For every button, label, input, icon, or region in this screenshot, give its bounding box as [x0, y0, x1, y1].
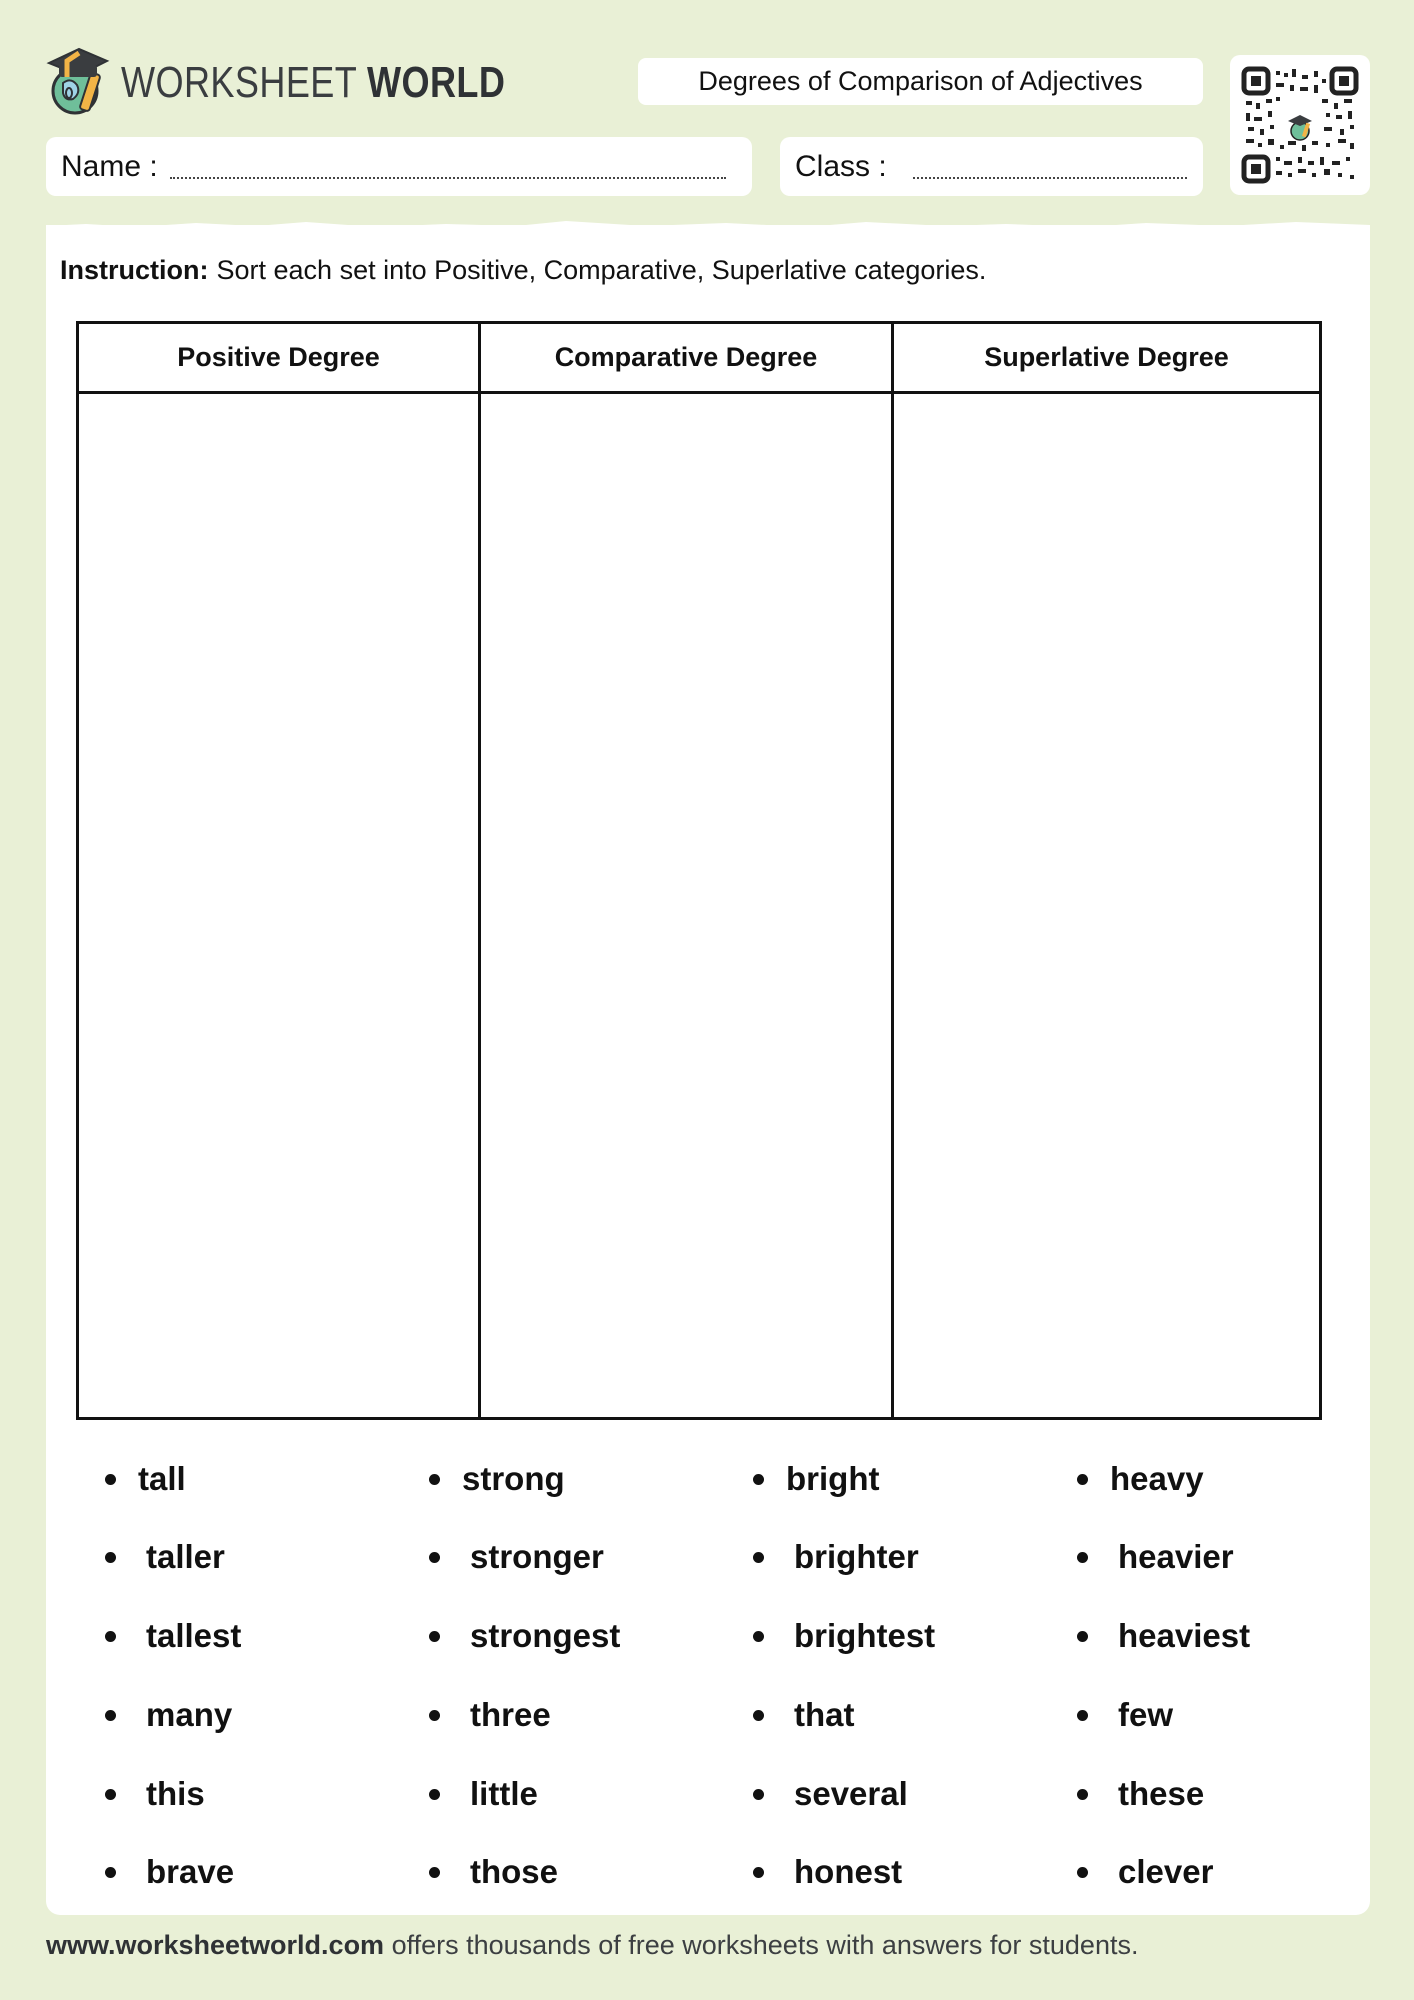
worksheet-title: Degrees of Comparison of Adjectives	[638, 58, 1203, 105]
bullet-icon	[429, 1867, 440, 1878]
bullet-icon	[1077, 1789, 1088, 1800]
bullet-icon	[105, 1552, 116, 1563]
brand-name-light: WORKSHEET	[121, 57, 357, 107]
word-item[interactable]: heavy	[1077, 1460, 1204, 1498]
bullet-icon	[1077, 1631, 1088, 1642]
word-item[interactable]: this	[105, 1775, 205, 1813]
comparative-degree-drop-area[interactable]	[481, 394, 891, 1417]
footer-text: offers thousands of free worksheets with answers for students.	[384, 1930, 1139, 1960]
bullet-icon	[753, 1867, 764, 1878]
word-item[interactable]: tall	[105, 1460, 186, 1498]
word-item[interactable]: tallest	[105, 1617, 241, 1655]
bullet-icon	[753, 1552, 764, 1563]
superlative-degree-drop-area[interactable]	[894, 394, 1319, 1417]
brand-name-bold: WORLD	[367, 57, 506, 107]
word-item[interactable]: brave	[105, 1853, 234, 1891]
name-field[interactable]	[46, 137, 752, 196]
header-comparative-degree: Comparative Degree	[554, 342, 818, 372]
torn-paper-edge	[46, 218, 1370, 232]
word-item[interactable]: that	[753, 1696, 855, 1734]
bullet-icon	[105, 1474, 116, 1485]
word-item[interactable]: taller	[105, 1538, 225, 1576]
bullet-icon	[105, 1631, 116, 1642]
bullet-icon	[429, 1474, 440, 1485]
sorting-table	[76, 321, 1322, 1420]
name-label: Name :	[61, 149, 158, 183]
word-item[interactable]: strongest	[429, 1617, 620, 1655]
brand-logo[interactable]	[45, 45, 590, 120]
word-item[interactable]: bright	[753, 1460, 879, 1498]
bullet-icon	[105, 1867, 116, 1878]
bullet-icon	[1077, 1474, 1088, 1485]
word-item[interactable]: honest	[753, 1853, 902, 1891]
word-item[interactable]: brightest	[753, 1617, 935, 1655]
name-input-line[interactable]	[170, 177, 726, 179]
word-item[interactable]: brighter	[753, 1538, 919, 1576]
footer	[46, 1930, 1138, 1961]
word-item[interactable]: several	[753, 1775, 908, 1813]
class-label: Class :	[795, 149, 887, 183]
bullet-icon	[429, 1710, 440, 1721]
word-item[interactable]: few	[1077, 1696, 1173, 1734]
bullet-icon	[1077, 1867, 1088, 1878]
bullet-icon	[105, 1789, 116, 1800]
qr-code-icon[interactable]	[1230, 55, 1370, 195]
word-item[interactable]: clever	[1077, 1853, 1213, 1891]
word-item[interactable]: many	[105, 1696, 232, 1734]
header-superlative-degree: Superlative Degree	[984, 342, 1229, 372]
header-positive-degree: Positive Degree	[177, 342, 380, 372]
bullet-icon	[753, 1474, 764, 1485]
bullet-icon	[429, 1552, 440, 1563]
word-item[interactable]: strong	[429, 1460, 565, 1498]
bullet-icon	[1077, 1552, 1088, 1563]
instruction-text: Sort each set into Positive, Comparative, Superlative categories.	[216, 255, 987, 285]
bullet-icon	[105, 1710, 116, 1721]
word-item[interactable]: heaviest	[1077, 1617, 1250, 1655]
class-input-line[interactable]	[913, 177, 1187, 179]
class-field[interactable]	[780, 137, 1203, 196]
bullet-icon	[753, 1631, 764, 1642]
bullet-icon	[1077, 1710, 1088, 1721]
word-item[interactable]: heavier	[1077, 1538, 1234, 1576]
word-item[interactable]: those	[429, 1853, 558, 1891]
word-item[interactable]: these	[1077, 1775, 1204, 1813]
instruction-label: Instruction:	[60, 255, 209, 285]
brand-name	[121, 57, 506, 107]
word-item[interactable]: little	[429, 1775, 538, 1813]
positive-degree-drop-area[interactable]	[79, 394, 478, 1417]
bullet-icon	[753, 1710, 764, 1721]
footer-link[interactable]: www.worksheetworld.com	[46, 1930, 385, 1960]
bullet-icon	[429, 1789, 440, 1800]
graduation-globe-pencil-icon	[45, 43, 115, 123]
word-item[interactable]: three	[429, 1696, 551, 1734]
instruction	[60, 255, 986, 286]
bullet-icon	[429, 1631, 440, 1642]
word-item[interactable]: stronger	[429, 1538, 604, 1576]
bullet-icon	[753, 1789, 764, 1800]
